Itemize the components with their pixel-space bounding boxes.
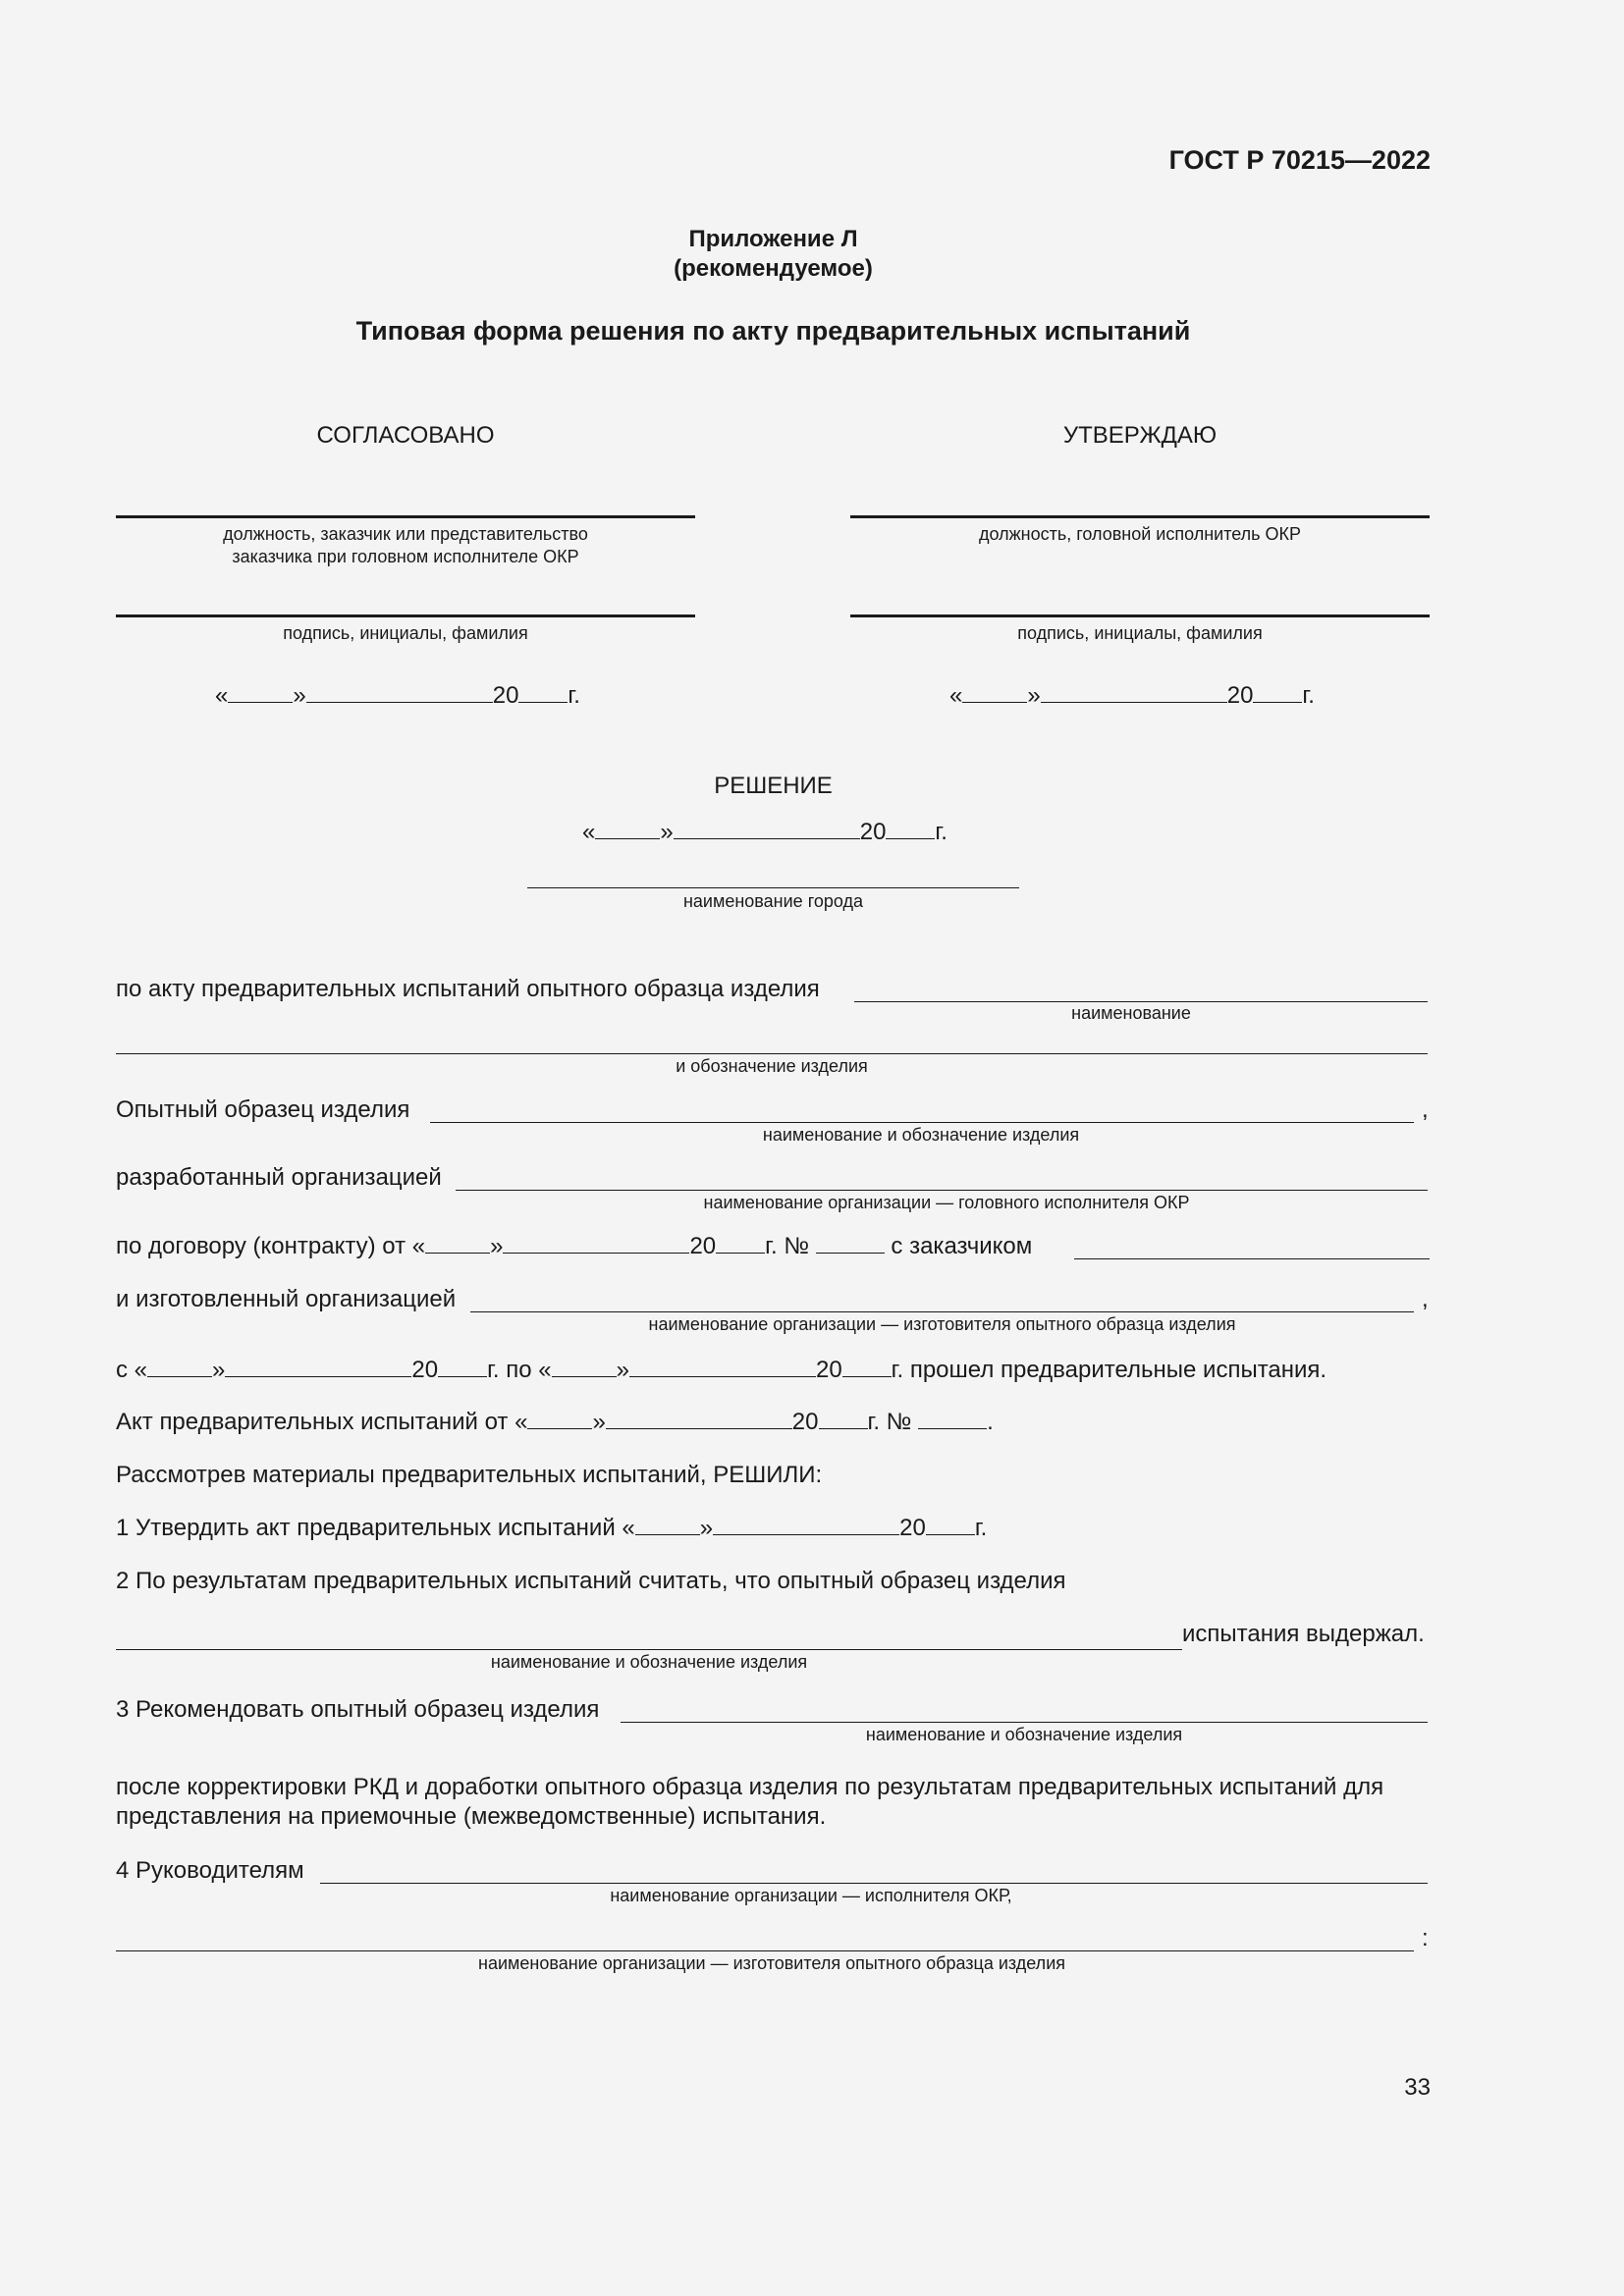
passed-text: г. прошел предварительные испытания. [891,1357,1327,1383]
quote-close: » [212,1357,226,1383]
manufacturer-line[interactable] [470,1311,1414,1312]
year-blank[interactable] [1253,682,1302,703]
page-number: 33 [1404,2074,1431,2101]
act-number-blank[interactable] [918,1409,987,1429]
right-position-line[interactable] [850,515,1430,518]
year-prefix: 20 [492,682,519,709]
quote-open: « [215,682,229,709]
city-caption: наименование города [682,891,864,911]
city-line[interactable] [527,887,1019,888]
right-signature-caption: подпись, инициалы, фамилия [1017,623,1263,643]
left-date [215,682,580,710]
year-suffix: г. [568,682,580,709]
product-name-caption: наименование [1071,1003,1191,1023]
year-suffix: г. [935,819,947,845]
approved-heading: УТВЕРЖДАЮ [1062,422,1218,449]
right-position-caption: должность, головной исполнитель ОКР [978,524,1302,544]
contract-month-blank[interactable] [503,1233,689,1254]
item-4-second-caption: наименование организации — изготовителя опытного образца изделия [478,1953,1065,1973]
customer-label: с заказчиком [891,1233,1033,1259]
test-period-line [116,1357,1326,1384]
to-day-blank[interactable] [552,1357,617,1377]
quote-open: « [949,682,963,709]
from-label: с « [116,1357,148,1383]
act-line-text: по акту предварительных испытаний опытного образца изделия [116,976,820,1002]
item-2-line[interactable] [116,1649,1182,1650]
number-label: г. № [765,1233,810,1259]
year-prefix: 20 [1226,682,1254,709]
developer-caption: наименование организации — головного исполнителя ОКР [703,1193,1190,1212]
manufacturer-comma: , [1422,1286,1429,1312]
month-blank[interactable] [674,819,860,839]
product-designation-caption: и обозначение изделия [676,1056,868,1076]
item-3-text: 3 Рекомендовать опытный образец изделия [116,1696,600,1723]
item-4-second-line[interactable] [116,1950,1414,1951]
quote-close: » [699,1515,714,1541]
contract-year-blank[interactable] [716,1233,765,1254]
day-blank[interactable] [962,682,1027,703]
left-signature-caption: подпись, инициалы, фамилия [283,623,528,643]
item-1-text: 1 Утвердить акт предварительных испытаний « [116,1515,635,1541]
to-year-blank[interactable] [842,1357,892,1377]
item-1 [116,1515,987,1542]
resolved-line: Рассмотрев материалы предварительных испытаний, РЕШИЛИ: [116,1462,823,1488]
left-position-caption [116,523,695,568]
product-designation-line[interactable] [116,1053,1428,1054]
item-2-caption: наименование и обозначение изделия [490,1652,808,1672]
item-4-caption: наименование организации — исполнителя ОКР, [610,1886,1012,1905]
item-4-text: 4 Руководителям [116,1857,304,1884]
year-prefix: 20 [859,819,887,845]
quote-close: » [1027,682,1041,709]
left-position-caption-line2: заказчика при головном исполнителе ОКР [232,547,579,566]
decision-heading: РЕШЕНИЕ [714,773,833,799]
item-2-end-text: испытания выдержал. [1182,1621,1425,1647]
quote-open: « [582,819,596,845]
right-signature-line[interactable] [850,614,1430,617]
contract-from-label: по договору (контракту) от « [116,1233,426,1259]
year-prefix: 20 [411,1357,439,1383]
year-blank[interactable] [518,682,568,703]
prototype-label: Опытный образец изделия [116,1096,410,1123]
act-from-label: Акт предварительных испытаний от « [116,1409,528,1435]
period: . [987,1409,994,1435]
year-suffix: г. [974,1515,988,1541]
agreed-heading: СОГЛАСОВАНО [316,422,495,449]
act-month-blank[interactable] [606,1409,792,1429]
year-prefix: 20 [899,1515,926,1541]
item-2-text: 2 По результатам предварительных испытаний считать, что опытный образец изделия [116,1568,1066,1594]
item-3-caption: наименование и обозначение изделия [865,1725,1183,1744]
item-4-colon: : [1422,1925,1429,1951]
item-1-year-blank[interactable] [926,1515,975,1535]
from-year-blank[interactable] [438,1357,487,1377]
day-blank[interactable] [595,819,660,839]
developer-line[interactable] [456,1190,1428,1191]
act-day-blank[interactable] [527,1409,592,1429]
manufacturer-caption: наименование организации — изготовителя опытного образца изделия [648,1314,1236,1334]
year-prefix: 20 [689,1233,717,1259]
quote-close: » [660,819,674,845]
month-blank[interactable] [306,682,493,703]
year-suffix: г. [1302,682,1315,709]
quote-close: » [293,682,306,709]
appendix-heading [0,225,1546,284]
item-4-line[interactable] [320,1883,1428,1884]
year-blank[interactable] [886,819,935,839]
year-prefix: 20 [791,1409,819,1435]
decision-date [582,819,947,846]
contract-day-blank[interactable] [425,1233,490,1254]
from-month-blank[interactable] [225,1357,411,1377]
item-3-line[interactable] [621,1722,1428,1723]
contract-line [116,1233,1032,1260]
customer-line[interactable] [1074,1258,1430,1259]
day-blank[interactable] [228,682,293,703]
prototype-caption: наименование и обозначение изделия [762,1125,1080,1145]
quote-close: » [490,1233,504,1259]
to-month-blank[interactable] [629,1357,816,1377]
prototype-line[interactable] [430,1122,1414,1123]
left-position-line[interactable] [116,515,695,518]
developed-by-label: разработанный организацией [116,1164,442,1191]
contract-number-blank[interactable] [816,1233,885,1254]
act-date-line [116,1409,994,1436]
appendix-label: Приложение Л [688,226,858,252]
left-position-caption-line1: должность, заказчик или представительство [223,524,588,544]
from-day-blank[interactable] [147,1357,212,1377]
month-blank[interactable] [1041,682,1227,703]
manufactured-by-label: и изготовленный организацией [116,1286,457,1312]
appendix-type: (рекомендуемое) [674,255,873,282]
to-label: г. по « [487,1357,552,1383]
number-label: г. № [867,1409,912,1435]
right-date [949,682,1315,710]
prototype-comma: , [1422,1096,1429,1123]
standard-number: ГОСТ Р 70215—2022 [1168,145,1431,175]
correction-paragraph: после корректировки РКД и доработки опытного образца изделия по результатам предварительных испытаний для представления на приемочные (межведомственные) испытания. [116,1774,1384,1830]
year-prefix: 20 [815,1357,842,1383]
form-title: Типовая форма решения по акту предварительных испытаний [355,316,1191,346]
quote-close: » [616,1357,629,1383]
act-year-blank[interactable] [819,1409,868,1429]
item-1-day-blank[interactable] [635,1515,700,1535]
item-1-month-blank[interactable] [713,1515,899,1535]
left-signature-line[interactable] [116,614,695,617]
quote-close: » [592,1409,606,1435]
